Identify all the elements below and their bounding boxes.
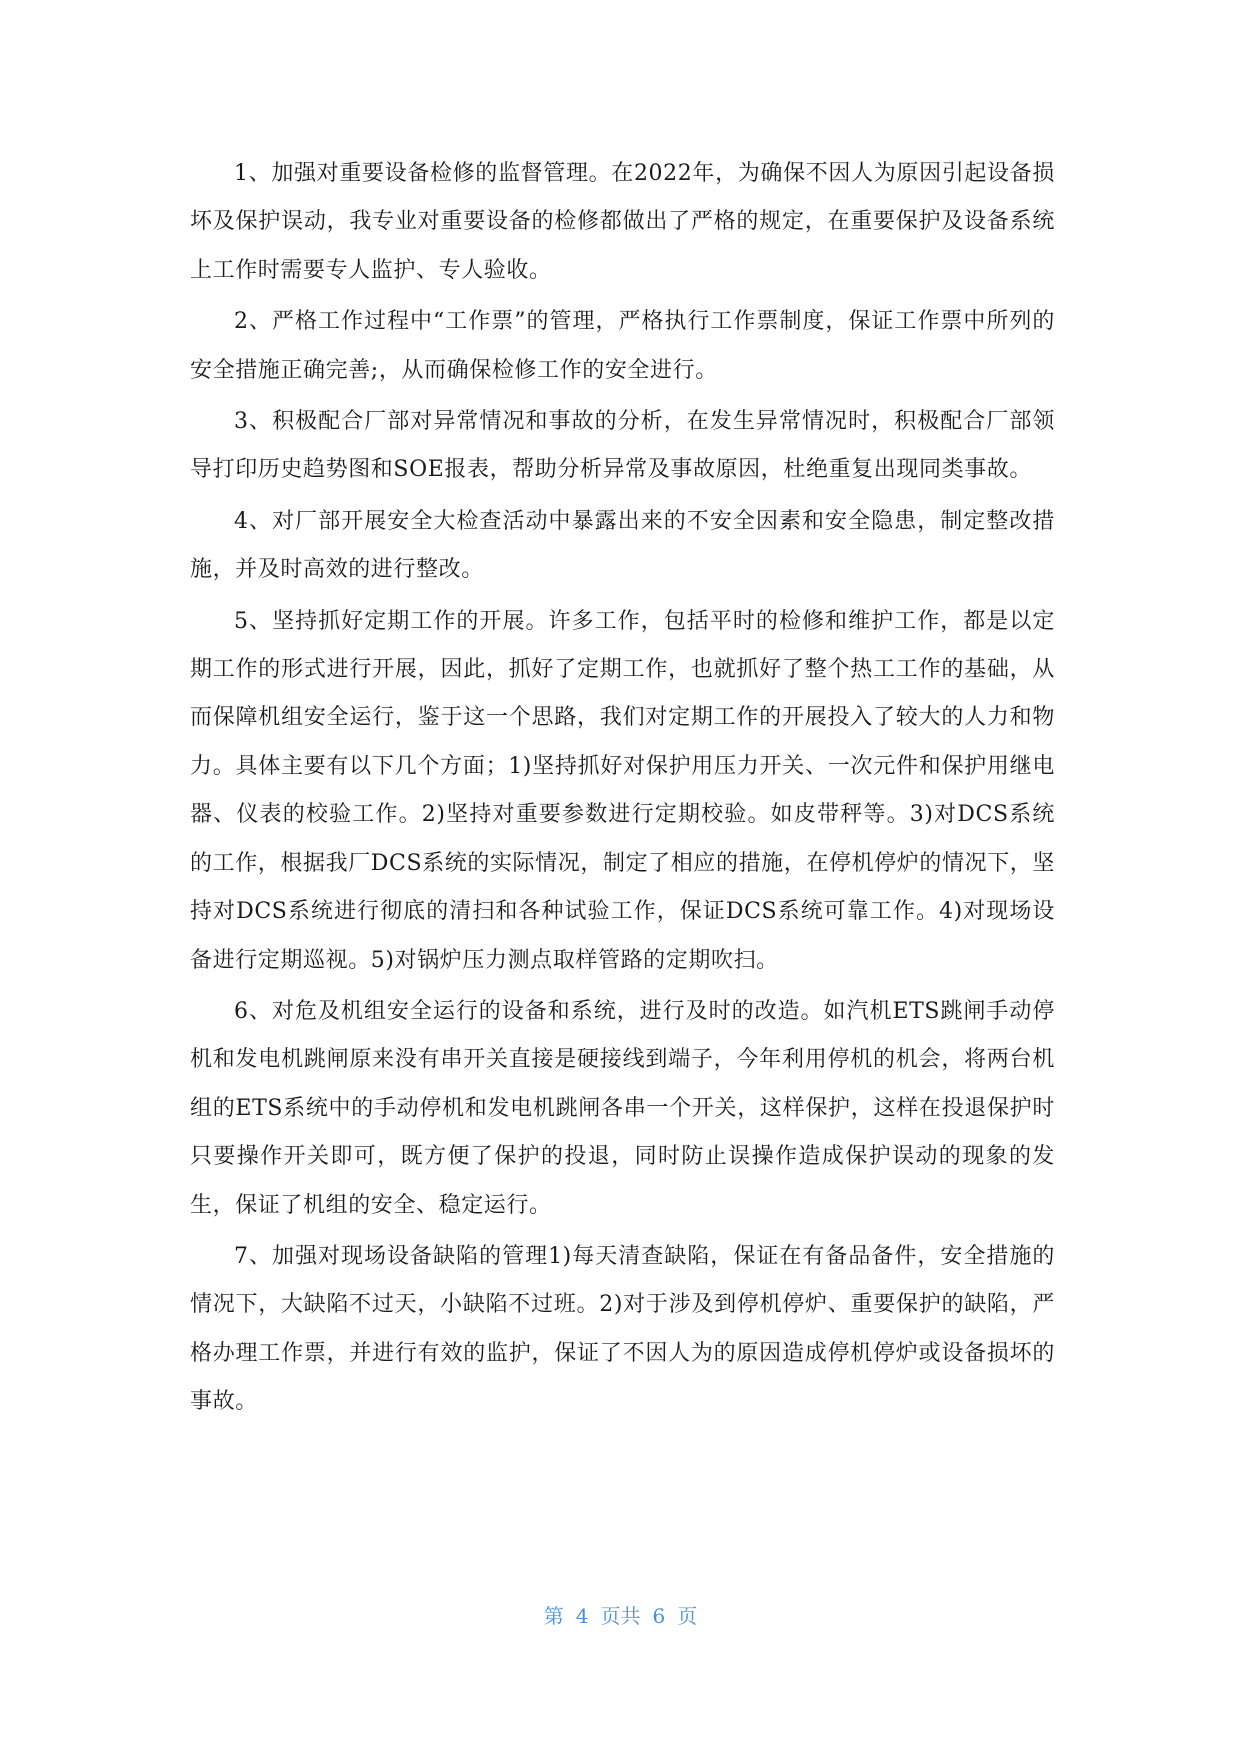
paragraph-1: 1、加强对重要设备检修的监督管理。在2022年，为确保不因人为原因引起设备损坏及保护误动，我专业对重要设备的检修都做出了严格的规定，在重要保护及设备系统上工作时需要专人监护、专人验收。 <box>190 161 1055 283</box>
footer-suffix: 页 <box>677 1604 698 1628</box>
paragraph-7: 7、加强对现场设备缺陷的管理1)每天清查缺陷，保证在有备品备件，安全措施的情况下，大缺陷不过天，小缺陷不过班。2)对于涉及到停机停炉、重要保护的缺陷，严格办理工作票，并进行有效的监护，保证了不因人为的原因造成停机停炉或设备损坏的事故。 <box>190 1243 1055 1415</box>
page-footer <box>0 1600 1241 1629</box>
paragraph-3: 3、积极配合厂部对异常情况和事故的分析，在发生异常情况时，积极配合厂部领导打印历史趋势图和SOE报表，帮助分析异常及事故原因，杜绝重复出现同类事故。 <box>190 409 1055 483</box>
paragraph-5: 5、坚持抓好定期工作的开展。许多工作，包括平时的检修和维护工作，都是以定期工作的形式进行开展，因此，抓好了定期工作，也就抓好了整个热工工作的基础，从而保障机组安全运行，鉴于这一个思路，我们对定期工作的开展投入了较大的人力和物力。具体主要有以下几个方面；1)坚持抓好对保护用压力开关、一次元件和保护用继电器、仪表的校验工作。2)坚持对重要参数进行定期校验。如皮带秤等。3)对DCS系统的工作，根据我厂DCS系统的实际情况，制定了相应的措施，在停机停炉的情况下，坚持对DCS系统进行彻底的清扫和各种试验工作，保证DCS系统可靠工作。4)对现场设备进行定期巡视。5)对锅炉压力测点取样管路的定期吹扫。 <box>190 608 1055 973</box>
page-total: 6 <box>652 1604 666 1628</box>
paragraph-6: 6、对危及机组安全运行的设备和系统，进行及时的改造。如汽机ETS跳闸手动停机和发电机跳闸原来没有串开关直接是硬接线到端子，今年利用停机的机会，将两台机组的ETS系统中的手动停机和发电机跳闸各串一个开关，这样保护，这样在投退保护时只要操作开关即可，既方便了保护的投退，同时防止误操作造成保护误动的现象的发生，保证了机组的安全、稳定运行。 <box>190 998 1055 1218</box>
paragraph-4: 4、对厂部开展安全大检查活动中暴露出来的不安全因素和安全隐患，制定整改措施，并及时高效的进行整改。 <box>190 508 1055 583</box>
footer-middle: 页共 <box>600 1604 641 1628</box>
document-body <box>190 150 1055 1430</box>
footer-prefix: 第 <box>543 1604 564 1628</box>
paragraph-2: 2、严格工作过程中“工作票”的管理，严格执行工作票制度，保证工作票中所列的安全措施正确完善;，从而确保检修工作的安全进行。 <box>190 309 1055 383</box>
page-number: 4 <box>575 1604 589 1628</box>
